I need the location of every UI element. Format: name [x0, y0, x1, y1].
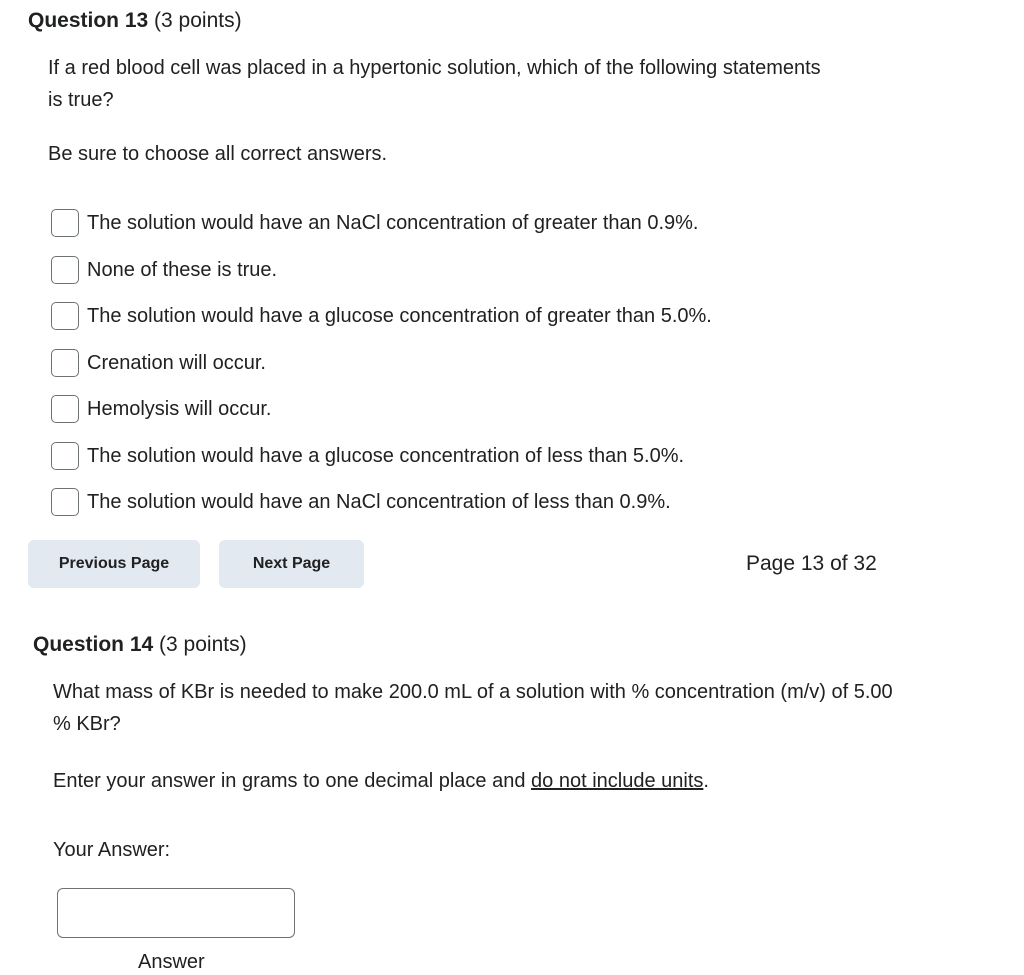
question-14-instruction — [53, 765, 709, 797]
question-14-prompt: What mass of KBr is needed to make 200.0 mL of a solution with % concentration (m/v) of 5.00 % KBr? — [53, 681, 893, 735]
instruction-text: Enter your answer in grams to one decimal place and — [53, 770, 532, 792]
question-13-number: Question 13 — [28, 9, 149, 32]
page-indicator: Page 13 of 32 — [746, 552, 877, 575]
option-glucose-less[interactable] — [51, 433, 712, 480]
next-page-button[interactable]: Next Page — [219, 540, 364, 588]
option-nacl-greater[interactable] — [51, 200, 712, 247]
option-checkbox[interactable] — [51, 349, 79, 377]
question-13-options — [51, 200, 712, 526]
question-13-heading — [28, 8, 242, 34]
option-checkbox[interactable] — [51, 209, 79, 237]
option-label: Hemolysis will occur. — [87, 398, 272, 421]
previous-page-button[interactable]: Previous Page — [28, 540, 200, 588]
option-glucose-greater[interactable] — [51, 293, 712, 340]
option-hemolysis[interactable] — [51, 386, 712, 433]
option-checkbox[interactable] — [51, 256, 79, 284]
option-crenation[interactable] — [51, 340, 712, 387]
question-14-heading — [33, 632, 247, 658]
question-13-instruction: Be sure to choose all correct answers. — [48, 143, 388, 165]
question-13-prompt: If a red blood cell was placed in a hypertonic solution, which of the following statements is true? — [48, 57, 821, 111]
question-14-number: Question 14 — [33, 633, 154, 656]
option-label: Crenation will occur. — [87, 351, 266, 374]
option-none-true[interactable] — [51, 247, 712, 294]
answer-caption: Answer — [138, 951, 205, 973]
option-label: The solution would have an NaCl concentration of greater than 0.9%. — [87, 212, 699, 235]
option-label: The solution would have a glucose concentration of greater than 5.0%. — [87, 305, 712, 328]
option-label: The solution would have a glucose concentration of less than 5.0%. — [87, 444, 685, 467]
option-checkbox[interactable] — [51, 395, 79, 423]
option-checkbox[interactable] — [51, 302, 79, 330]
option-label: None of these is true. — [87, 258, 278, 281]
instruction-emphasis: do not include units — [531, 770, 704, 792]
instruction-period: . — [703, 770, 709, 792]
answer-input[interactable] — [57, 888, 295, 938]
option-checkbox[interactable] — [51, 442, 79, 470]
your-answer-label: Your Answer: — [53, 839, 171, 861]
option-label: The solution would have an NaCl concentration of less than 0.9%. — [87, 491, 671, 514]
question-13-points: (3 points) — [154, 9, 242, 32]
question-14-points: (3 points) — [159, 633, 247, 656]
option-nacl-less[interactable] — [51, 479, 712, 526]
option-checkbox[interactable] — [51, 488, 79, 516]
